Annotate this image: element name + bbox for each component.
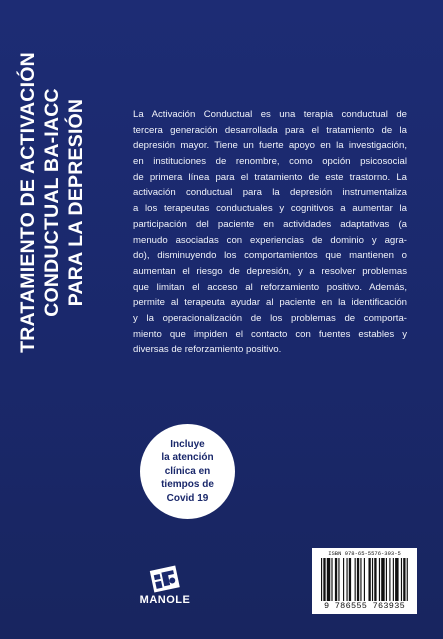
covid-badge — [140, 424, 235, 519]
title-line-2: CONDUCTUAL BA-IACC — [41, 88, 63, 317]
description-line: permite al terapeuta ayudar al paciente en la identificación — [133, 297, 407, 309]
isbn-barcode — [312, 548, 417, 614]
description-line: participación del paciente en actividades adaptativas (a — [133, 218, 407, 230]
badge-line: tiempos de — [161, 479, 214, 491]
description-line: tercera generación desarrollada para el tratamiento de la — [133, 124, 407, 136]
description-line: aumentan el riesgo de depresión, y a resolver problemas — [133, 265, 407, 277]
description-line: activación conductual para la depresión instrumentaliza — [133, 187, 407, 199]
barcode-bars — [321, 558, 409, 601]
description-line: y la operacionalización de los problemas de comporta- — [133, 312, 407, 324]
description-line: La Activación Conductual es una terapia conductual de — [133, 109, 407, 120]
description-line: de primera línea para el tratamiento de este trastorno. La — [133, 171, 407, 183]
description-line: a los terapeutas conductuales y cognitivos a aumentar la — [133, 203, 407, 215]
book-description — [133, 107, 407, 358]
title-line-3: PARA LA DEPRESIÓN — [65, 98, 87, 307]
description-line: do), disminuyendo los comportamientos que mantienen o — [133, 250, 407, 262]
badge-line: la atención — [161, 452, 214, 464]
badge-line: Incluye — [170, 438, 205, 450]
badge-line: clínica en — [164, 465, 211, 477]
title-line-1: TRATAMIENTO DE ACTIVACIÓN — [17, 52, 39, 353]
description-line: que limitan el acceso al reforzamiento positivo. Además, — [133, 281, 407, 293]
description-line: miento que impiden el contacto con fuentes estables y — [133, 328, 407, 340]
description-line: diversas de reforzamiento positivo. — [133, 344, 282, 356]
isbn-label: ISBN 978-65-5576-393-5 — [328, 550, 401, 557]
description-line: menudo asociadas con experiencias de dominio y agra- — [133, 234, 407, 246]
badge-line: Covid 19 — [166, 492, 209, 504]
badge-text — [161, 438, 214, 506]
publisher-name: MANOLE — [139, 594, 191, 606]
isbn-digits: 9 786555 763935 — [323, 601, 405, 611]
description-line: en instituciones de renombre, como opción psicosocial — [133, 156, 407, 168]
description-line: depresión mayor. Tiene un fuerte apoyo en la investigación, — [133, 140, 407, 152]
vertical-book-title — [16, 30, 118, 375]
